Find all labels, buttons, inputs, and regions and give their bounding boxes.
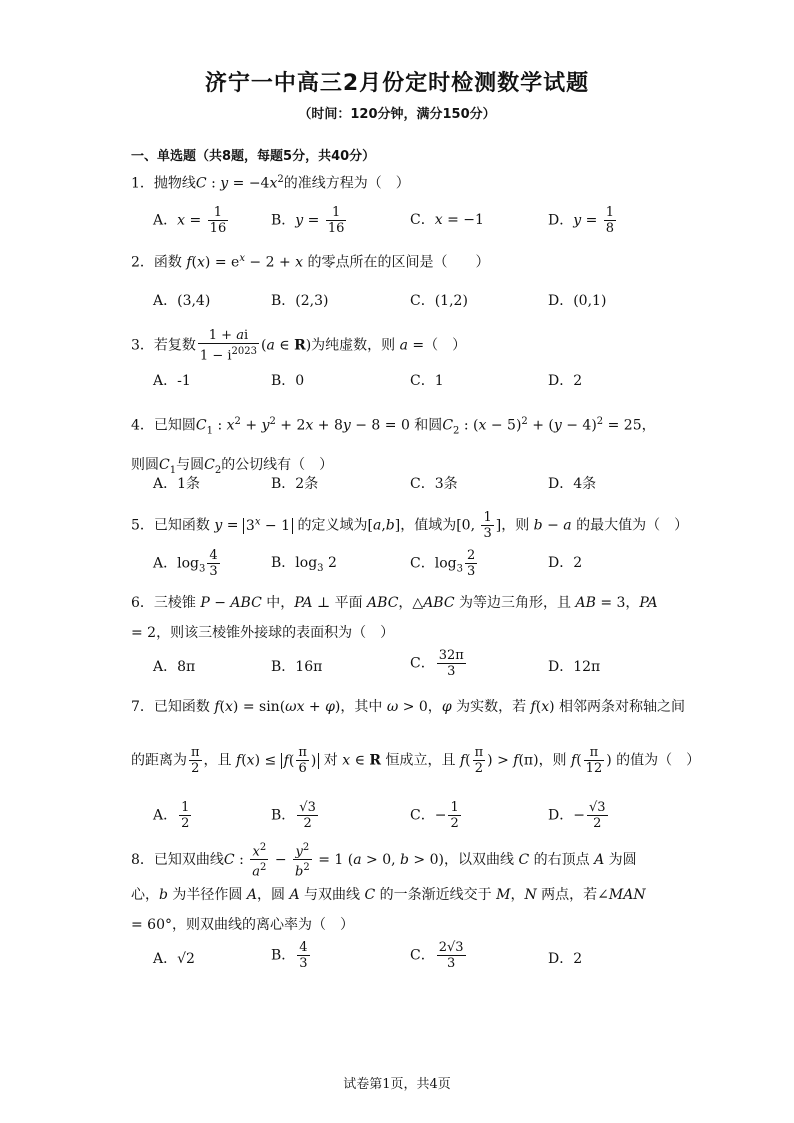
question-1-option-b: B．y = $\frac{1}{16}$ <box>271 205 345 236</box>
question-5-option-d: D．2 <box>548 555 583 571</box>
question-6-option-d: D．12π <box>548 659 601 675</box>
question-3-option-d: D．2 <box>548 373 583 389</box>
question-7-stem-line2: 的距离为 $\frac{\pi}{2}$ ，且 f(x) ≤ f( $\frac{\pi}{6}$ ) 对 x ∈ R 恒成立，且 f( $\frac{\pi}{2}$ ) > f(π)，则 f( $\frac{\pi}{12}$ ) 的值为（ ） <box>131 745 701 776</box>
question-1-option-d: D．y = $\frac{1}{8}$ <box>548 205 615 236</box>
question-4-option-c: C．3条 <box>410 476 458 492</box>
question-1-stem: 1．抛物线C : $y = -4x^2$的准线方程为（ ） <box>131 174 410 192</box>
question-7-option-d: D．− $\frac{√3}{2}$ <box>548 800 606 831</box>
question-7-option-c: C．− $\frac{1}{2}$ <box>410 800 459 831</box>
question-5-option-c: C．$\log_3$ $\frac{2}{3}$ <box>410 548 476 579</box>
question-8-option-b: B． $\frac{4}{3}$ <box>271 940 308 971</box>
section-heading: 一、单选题（共8题，每题5分，共40分） <box>131 149 376 164</box>
question-6-option-a: A．8π <box>153 659 196 675</box>
question-5-stem: 5．已知函数 $y = 3^x - 1$ 的定义域为[a,b]，值域为[0, $\frac{1}{3}$ ]，则 b − a 的最大值为（ ） <box>131 510 689 541</box>
question-6-stem: 6．三棱锥 P − ABC 中，PA ⊥ 平面 ABC，△ABC 为等边三角形，且 AB = 3，PA = 2，则该三棱锥外接球的表面积为（ ） <box>131 595 658 641</box>
question-3-option-b: B．0 <box>271 373 305 389</box>
question-7-option-a: A． $\frac{1}{2}$ <box>153 800 190 831</box>
question-8-option-d: D．2 <box>548 951 583 967</box>
question-3-option-c: C．1 <box>410 373 444 389</box>
question-4-stem: 4．已知圆$C_1$ : $x^2 + y^2 + 2x + 8y - 8 = 0$ 和圆$C_2$ : $(x - 5)^2 + (y - 4)^2 = 25$，则圆$C_1$与圆$C_2$的公切线有（ ） <box>131 416 656 477</box>
question-6-option-c: C． $\frac{32\pi}{3}$ <box>410 648 464 679</box>
question-2-option-c: C．(1,2) <box>410 293 468 309</box>
question-3-option-a: A．-1 <box>153 373 191 389</box>
question-2-option-a: A．(3,4) <box>153 293 211 309</box>
question-4-option-b: B．2条 <box>271 476 319 492</box>
question-5-option-b: B．$\log_3 2$ <box>271 555 337 574</box>
question-2-option-b: B．(2,3) <box>271 293 329 309</box>
question-7-stem-line1: 7．已知函数 f(x) = sin(ωx + φ)，其中 ω > 0，φ 为实数，若 f(x) 相邻两条对称轴之间 <box>131 699 686 715</box>
question-4-option-a: A．1条 <box>153 476 201 492</box>
question-1-option-c: C．x = −1 <box>410 212 484 228</box>
question-1-option-a: A．x = $\frac{1}{16}$ <box>153 205 227 236</box>
question-6-option-b: B．16π <box>271 659 323 675</box>
question-4-option-d: D．4条 <box>548 476 597 492</box>
question-8-option-a: A．√2 <box>153 951 195 967</box>
page-title: 济宁一中高三2月份定时检测数学试题 <box>204 71 590 96</box>
question-8-option-c: C． $\frac{2√3}{3}$ <box>410 940 464 971</box>
question-2-option-d: D．(0,1) <box>548 293 607 309</box>
question-8-stem: 8．已知双曲线C : $\frac{x^2}{a^2}$ − $\frac{y^2}{b^2}$ = 1 (a > 0, b > 0)，以双曲线 C 的右顶点 A 为圆心，b 为半径作圆 A，圆 A 与双曲线 C 的一条渐近线交于 M，N 两点，若∠MAN = 60°，则双曲线的离心率为（ ） <box>131 842 646 933</box>
question-7-option-b: B． $\frac{√3}{2}$ <box>271 800 316 831</box>
question-3-stem: 3．若复数 $\frac{1 + ai}{1 - i^{2023}}$ (a ∈ R)为纯虚数，则 a =（ ） <box>131 328 467 364</box>
question-2-stem: 2．函数 $f(x) = e^x - 2 + x$ 的零点所在的区间是（ ） <box>131 253 490 271</box>
question-5-option-a: A．$\log_3$ $\frac{4}{3}$ <box>153 548 218 579</box>
page-footer: 试卷第1页，共4页 <box>343 1077 451 1092</box>
exam-info: （时间：120分钟，满分150分） <box>298 107 496 122</box>
